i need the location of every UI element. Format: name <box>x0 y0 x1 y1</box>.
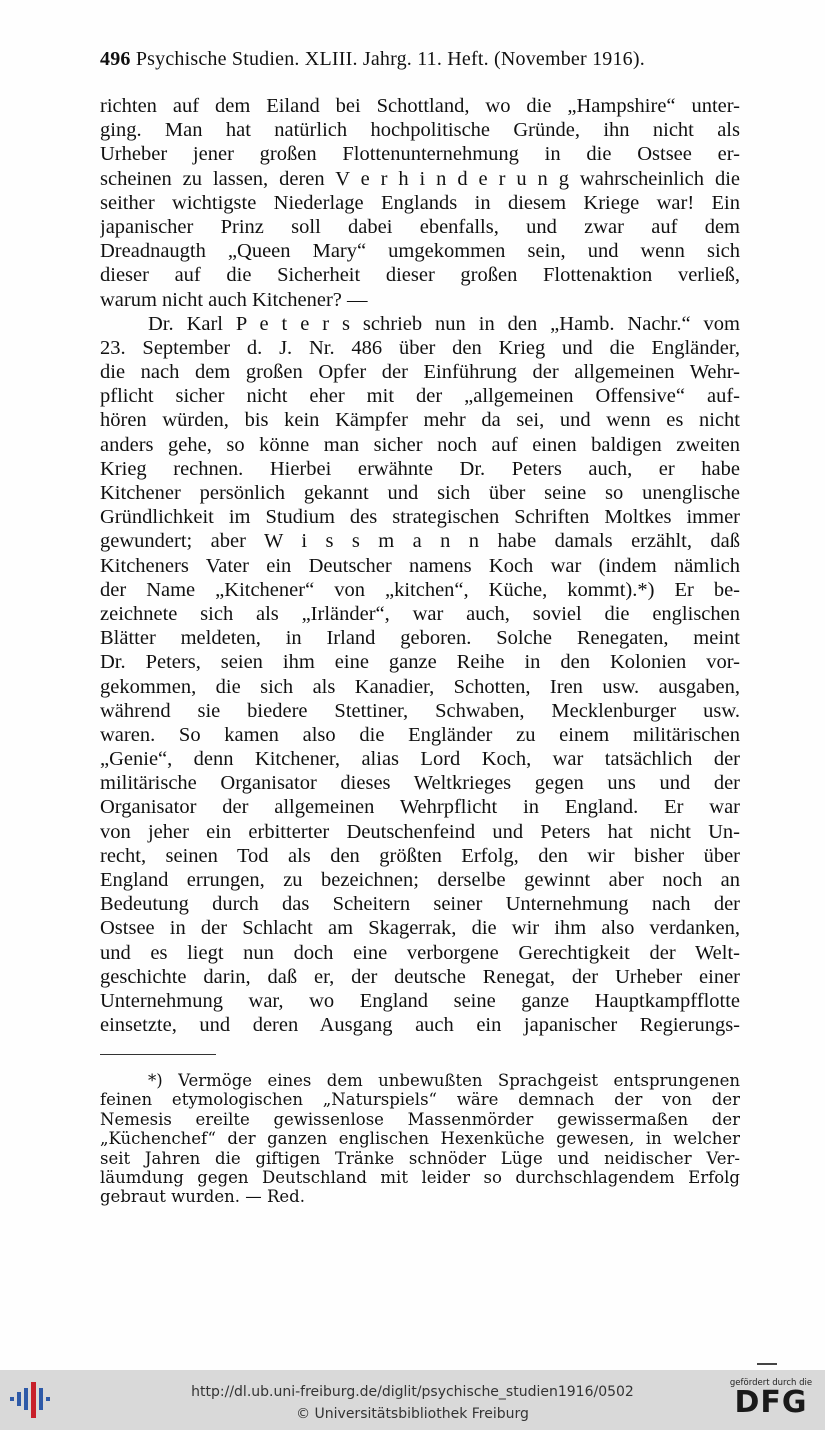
text-line: pflicht sicher nicht eher mit der „allgemeinen Offensive“ auf- <box>100 385 740 408</box>
copyright-notice: © Universitätsbibliothek Freiburg <box>296 1406 529 1422</box>
footnote-line: *) Vermöge eines dem unbewußten Sprachgeist entsprungenen <box>148 1071 740 1090</box>
text-line: Kitchener persönlich gekannt und sich über seine so unenglische <box>100 482 740 504</box>
viewer-footer <box>0 1370 825 1430</box>
text-line: anders gehe, so könne man sicher noch auf einen baldigen zweiten <box>100 433 740 456</box>
text-line: zeichnete sich als „Irländer“, war auch, soviel die englischen <box>100 602 740 625</box>
text-line: gewundert; aber W i s s m a n n habe damals erzählt, daß <box>100 530 740 553</box>
text-line: die nach dem großen Opfer der Einführung der allgemeinen Wehr- <box>100 361 740 384</box>
text-line: dieser auf die Sicherheit dieser großen Flottenaktion verließ, <box>100 264 740 287</box>
text-line: Organisator der allgemeinen Wehrpflicht in England. Er war <box>100 796 740 819</box>
footnote-line: Nemesis ereilte gewissenlose Massenmörder gewissermaßen der <box>100 1109 740 1129</box>
text-line: richten auf dem Eiland bei Schottland, wo die „Hampshire“ unter- <box>100 95 740 117</box>
text-line: von jeher ein erbitterter Deutschenfeind und Peters hat nicht Un- <box>100 820 740 843</box>
text-line: Bedeutung durch das Scheitern seiner Unternehmung nach der <box>100 893 740 916</box>
footnote <box>100 1071 740 1207</box>
page-number: 496 <box>100 48 131 70</box>
text-line: Dr. Peters, seien ihm eine ganze Reihe in den Kolonien vor- <box>100 651 740 674</box>
text-line: Unternehmung war, wo England seine ganze Hauptkampfflotte <box>100 989 740 1012</box>
text-line: gekommen, die sich als Kanadier, Schotten, Iren usw. ausgaben, <box>100 675 740 698</box>
text-line: seither wichtigste Niederlage Englands in diesem Kriege war! Ein <box>100 191 740 214</box>
text-line: Krieg rechnen. Hierbei erwähnte Dr. Peters auch, er habe <box>100 457 740 480</box>
footnote-line: feinen etymologischen „Naturspiels“ wäre demnach der von der <box>100 1090 740 1110</box>
text-line: waren. So kamen also die Engländer zu einem militärischen <box>100 723 740 746</box>
text-line: hören würden, bis kein Kämpfer mehr da sei, und wenn es nicht <box>100 409 740 432</box>
text-line: der Name „Kitchener“ von „kitchen“, Küche, kommt).*) Er be- <box>100 578 740 601</box>
text-line: einsetzte, und deren Ausgang auch ein japanischer Regierungs- <box>100 1014 740 1037</box>
text-line: während sie biedere Stettiner, Schwaben, Mecklenburger usw. <box>100 699 740 722</box>
funding-note: gefördert durch die <box>729 1378 813 1388</box>
text-line: und es liegt nun doch eine verborgene Gerechtigkeit der Welt- <box>100 941 740 964</box>
text-line: Urheber jener großen Flottenunternehmung in die Ostsee er- <box>100 143 740 166</box>
divider <box>757 1363 777 1365</box>
text-line: Blätter meldeten, in Irland geboren. Solche Renegaten, meint <box>100 627 740 650</box>
text-line: England errungen, zu bezeichnen; derselbe gewinnt aber noch an <box>100 869 740 891</box>
text-line: Dr. Karl P e t e r s schrieb nun in den „Hamb. Nachr.“ vom <box>148 312 740 335</box>
text-line: warum nicht auch Kitchener? — <box>100 288 368 311</box>
text-line: Ostsee in der Schlacht am Skagerrak, die wir ihm also verdanken, <box>100 917 740 940</box>
text-line: „Genie“, denn Kitchener, alias Lord Koch, war tatsächlich der <box>100 748 740 771</box>
running-title: Psychische Studien. XLIII. Jahrg. 11. Heft. (November 1916). <box>135 48 645 70</box>
footnote-line: gebraut wurden. — Red. <box>100 1187 305 1207</box>
running-header <box>100 48 740 71</box>
text-line: Kitcheners Vater ein Deutscher namens Koch war (indem nämlich <box>100 554 740 577</box>
text-line: Gründlichkeit im Studium des strategischen Schriften Moltkes immer <box>100 506 740 529</box>
footnote-line: seit Jahren die giftigen Tränke schnöder Lüge und neidischer Ver- <box>100 1148 740 1168</box>
footnote-line: „Küchenchef“ der ganzen englischen Hexenküche gewesen, in welcher <box>100 1129 740 1149</box>
main-text <box>100 94 740 1037</box>
text-line: scheinen zu lassen, deren V e r h i n d e r u n g wahrscheinlich die <box>100 167 740 190</box>
footnote-line: läumdung gegen Deutschland mit leider so durchschlagendem Erfolg <box>100 1167 740 1187</box>
text-line: Dreadnaugth „Queen Mary“ umgekommen sein, und wenn sich <box>100 240 740 263</box>
text-line: japanischer Prinz soll dabei ebenfalls, und zwar auf dem <box>100 215 740 238</box>
document-url[interactable]: http://dl.ub.uni-freiburg.de/diglit/psychische_studien1916/0502 <box>191 1384 634 1400</box>
text-line: militärische Organisator dieses Weltkrieges gegen uns und der <box>100 772 740 795</box>
dfg-logo-text: DFG <box>734 1385 808 1420</box>
footnote-rule <box>100 1054 216 1055</box>
text-line: 23. September d. J. Nr. 486 über den Krieg und die Engländer, <box>100 336 740 359</box>
text-line: recht, seinen Tod als den größten Erfolg, den wir bisher über <box>100 844 740 867</box>
dfg-logo[interactable] <box>725 1378 817 1418</box>
text-line: ging. Man hat natürlich hochpolitische Gründe, ihn nicht als <box>100 119 740 142</box>
text-line: geschichte darin, daß er, der deutsche Renegat, der Urheber einer <box>100 965 740 988</box>
